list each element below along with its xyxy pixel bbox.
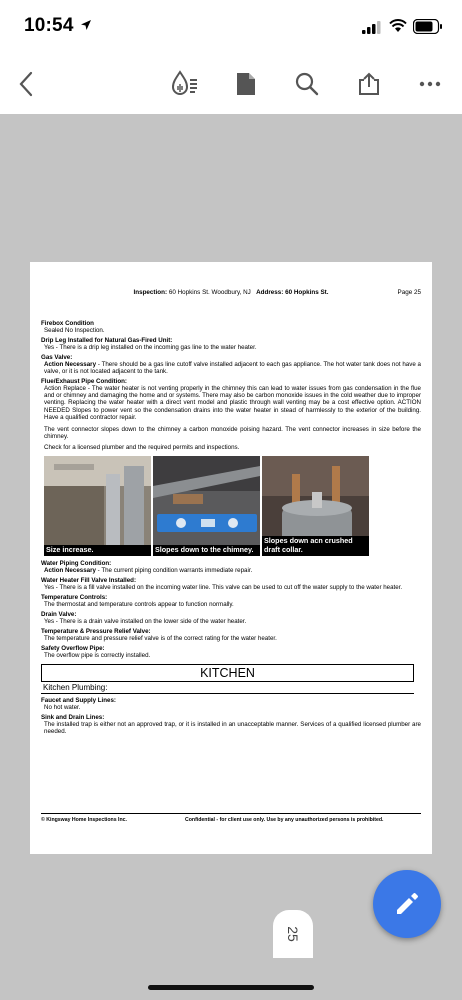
photo-caption: Slopes down to the chimney.	[153, 545, 260, 556]
photo-size-increase[interactable]	[44, 456, 151, 556]
location-arrow-icon	[80, 19, 92, 31]
edit-fab-button[interactable]	[373, 870, 441, 938]
section-text: Sealed No Inspection.	[44, 326, 105, 334]
kitchen-title: KITCHEN	[41, 664, 414, 682]
more-button[interactable]	[412, 66, 448, 102]
share-icon	[357, 72, 381, 96]
section-text: The temperature and pressure relief valve is of the correct rating for the water heater.	[44, 634, 277, 642]
section-heading: Temperature Controls:	[41, 593, 108, 601]
voice-read-button[interactable]	[166, 66, 202, 102]
section-heading: Water Heater Fill Valve Installed:	[41, 576, 137, 584]
photo-crushed-collar[interactable]	[262, 456, 369, 556]
section-text: Action Replace - The water heater is not venting properly in the chimney this can lead to water issues from gas condensation in the flue and or chimney and damaging the home and or systems. There may also be carbon monoxide issues in the cold weather due to improper venting. Replacing the water heater with a direct vent model and plastic through wall venting may be a cost effective option. ACTION NEEDED Slopes to power vent so the condensation drains into the water heater in stead of harmlessly to the exterior of the building. Have a qualified contractor repair.	[44, 385, 421, 421]
toolbar	[0, 56, 462, 114]
back-icon	[18, 71, 34, 97]
section-heading: Gas Valve:	[41, 353, 73, 361]
document-icon	[237, 73, 255, 95]
photo-image	[44, 456, 151, 556]
photo-caption: Size increase.	[44, 545, 151, 556]
section-text	[41, 361, 421, 375]
page-indicator[interactable]	[273, 910, 313, 958]
kitchen-plumbing-subheading: Kitchen Plumbing:	[41, 683, 414, 694]
document-button[interactable]	[228, 66, 264, 102]
action-label: Action Necessary	[44, 360, 97, 368]
page-number: Page 25	[397, 289, 421, 296]
section-heading: Water Piping Condition:	[41, 559, 112, 567]
search-button[interactable]	[289, 66, 325, 102]
pencil-icon	[394, 891, 420, 917]
section-text: The installed trap is either not an approved trap, or it is installed in an unacceptable manner. Services of a qualified licensed plumber are needed.	[44, 720, 421, 736]
section-text: The thermostat and temperature controls appear to function normally.	[44, 600, 234, 608]
voice-read-icon	[169, 70, 199, 98]
action-label: Action Necessary	[44, 566, 96, 574]
page-content	[41, 317, 421, 735]
section-detail: - The current piping condition warrants immediate repair.	[95, 566, 253, 574]
cellular-signal-icon	[362, 21, 382, 34]
header-address: 60 Hopkins St.	[285, 289, 329, 296]
photo-row	[44, 456, 371, 556]
footer-confidential: Confidential - for client use only. Use by any unauthorized persons is prohibited.	[185, 817, 384, 823]
status-time: 10:54	[24, 15, 74, 36]
footer-copyright: © Kingsway Home Inspections Inc.	[41, 817, 127, 823]
section-heading: Drip Leg Installed for Natural Gas-Fired Unit:	[41, 336, 173, 344]
section-heading: Flue/Exhaust Pipe Condition:	[41, 377, 127, 385]
pdf-viewer[interactable]	[0, 114, 462, 1000]
pdf-page[interactable]	[30, 262, 432, 854]
home-indicator[interactable]	[148, 985, 314, 990]
section-heading: Firebox Condition	[41, 319, 94, 327]
section-detail: - There should be a gas line cutoff valve installed adjacent to each gas appliance. The hot water tank does not have a valve, or it is not located adjacent to the tank.	[44, 360, 422, 375]
battery-icon	[413, 19, 443, 34]
section-heading: Safety Overflow Pipe:	[41, 644, 105, 652]
page-indicator-number: 25	[284, 926, 301, 942]
page-footer	[41, 817, 421, 823]
section-text: Yes - There is a drip leg installed on the incoming gas line to the water heater.	[44, 343, 257, 351]
search-icon	[295, 72, 319, 96]
header-inspection-label: Inspection:	[133, 289, 168, 296]
wifi-icon	[389, 19, 407, 33]
plumber-note: Check for a licensed plumber and the required permits and inspections.	[44, 444, 240, 452]
footer-divider	[41, 813, 421, 814]
section-text: The overflow pipe is correctly installed.	[44, 651, 151, 659]
photo-slopes-to-chimney[interactable]	[153, 456, 260, 556]
section-heading: Faucet and Supply Lines:	[41, 696, 116, 704]
section-heading: Sink and Drain Lines:	[41, 713, 105, 721]
section-text: No hot water.	[44, 703, 81, 711]
section-heading: Temperature & Pressure Relief Valve:	[41, 627, 151, 635]
header-address-label: Address:	[256, 289, 284, 296]
section-text	[41, 567, 421, 574]
back-button[interactable]	[8, 66, 44, 102]
more-icon	[419, 81, 441, 87]
section-heading: Drain Valve:	[41, 610, 77, 618]
section-text: Yes - There is a fill valve installed on the incoming water line. This valve can be used to cut off the water supply to the water heater.	[44, 583, 403, 591]
share-button[interactable]	[351, 66, 387, 102]
vent-note: The vent connector slopes down to the chimney a carbon monoxide poising hazard. The vent connector increases in size before the chimney.	[44, 426, 421, 441]
photo-caption: Slopes down acn crushed draft collar.	[262, 536, 369, 555]
section-text: Yes - There is a drain valve installed on the lower side of the water heater.	[44, 617, 247, 625]
photo-image	[153, 456, 260, 556]
status-bar	[0, 0, 462, 56]
header-inspection-address: 60 Hopkins St. Woodbury, NJ	[168, 289, 251, 296]
